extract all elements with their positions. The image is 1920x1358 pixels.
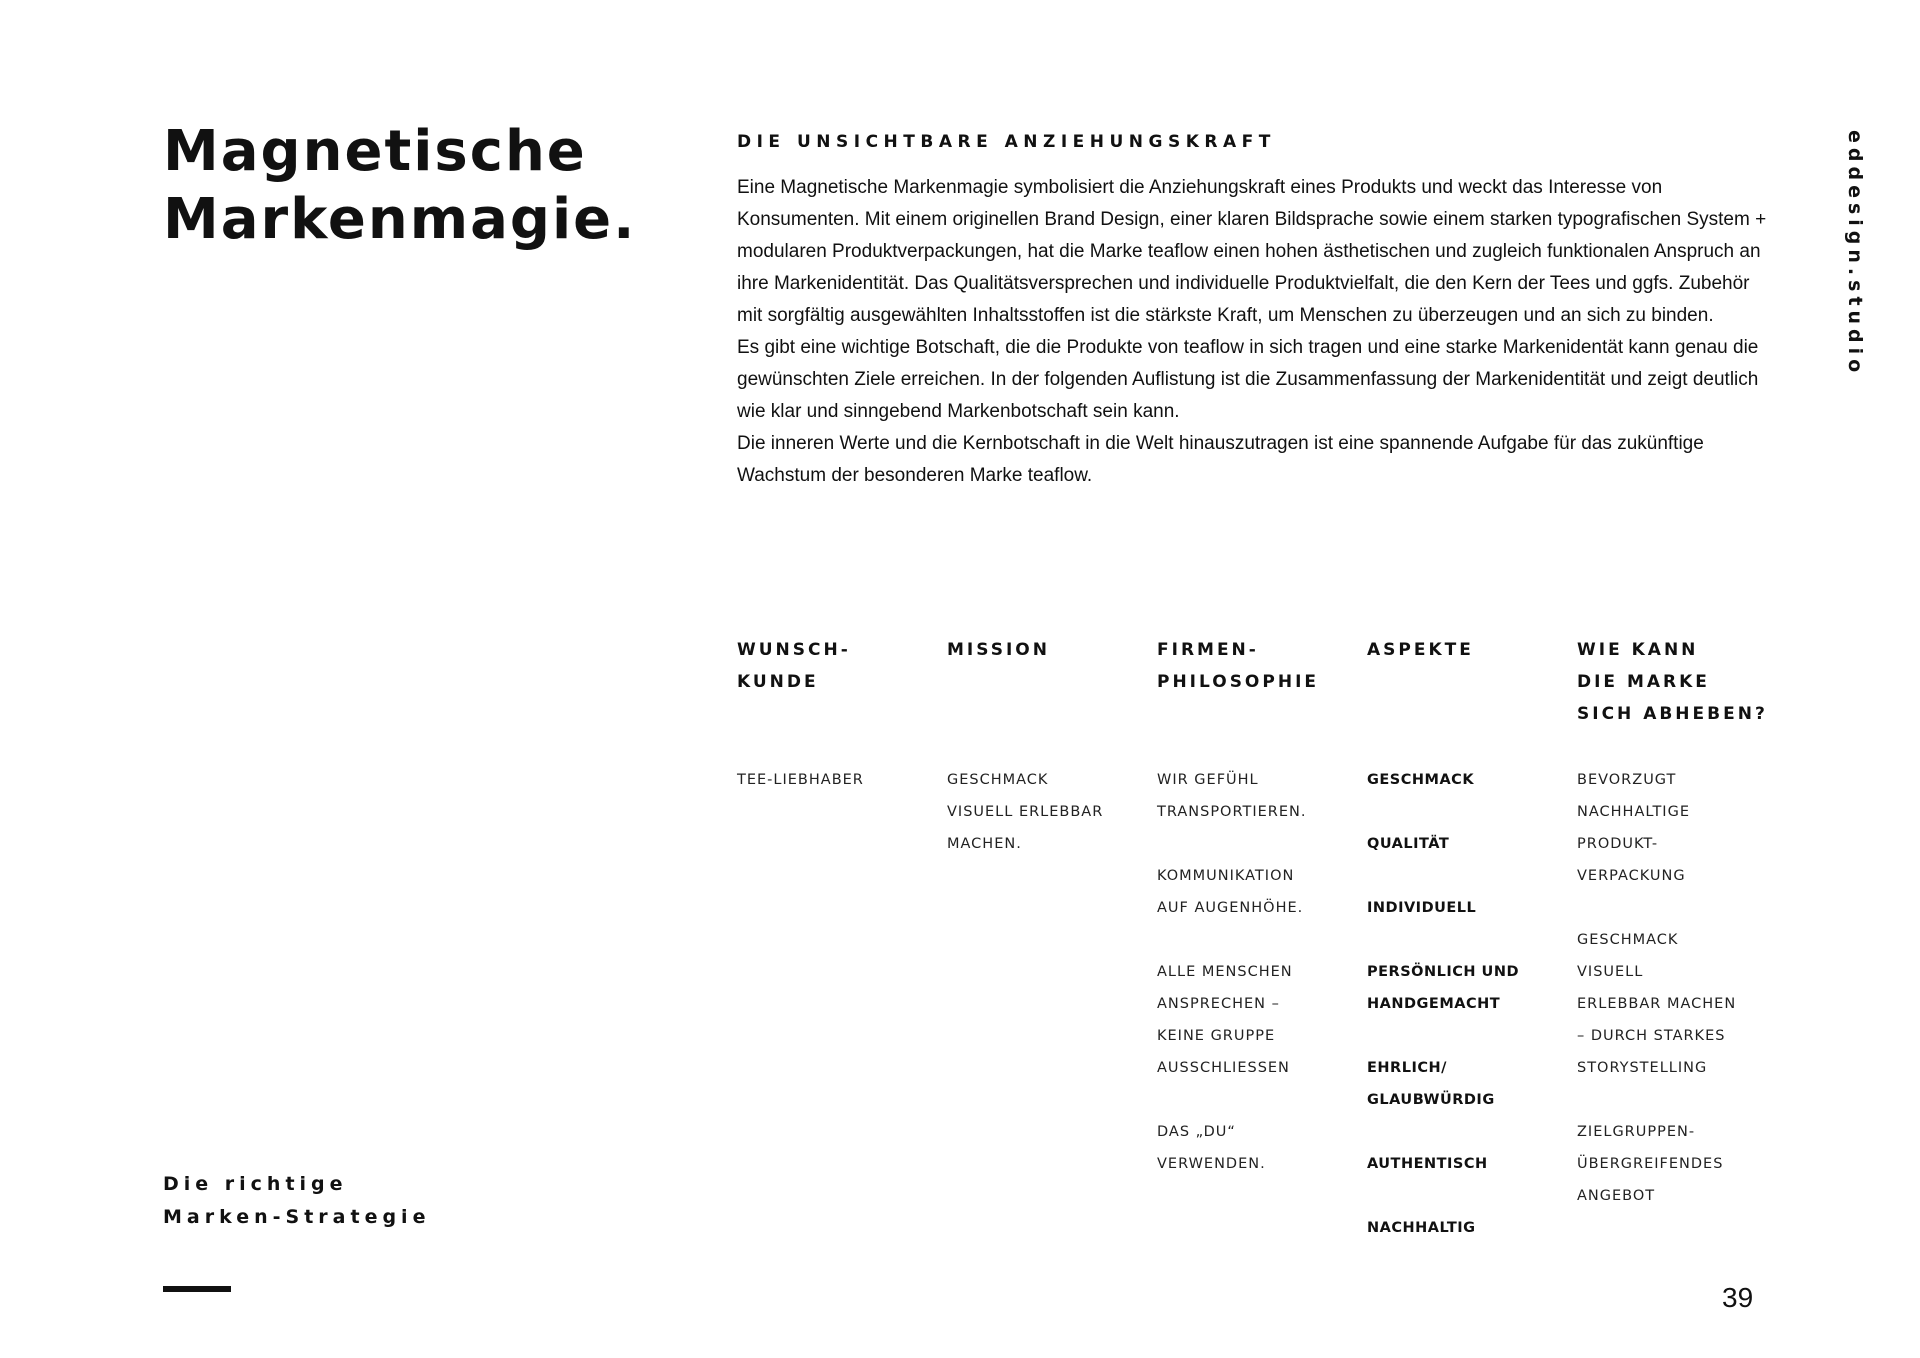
column-item: HANDGEMACHT bbox=[1367, 996, 1501, 1012]
column-item: AUTHENTISCH bbox=[1367, 1156, 1488, 1172]
column-items bbox=[947, 764, 1147, 860]
column-item: BEVORZUGT bbox=[1577, 772, 1677, 788]
column-heading-line: WUNSCH- bbox=[737, 640, 851, 660]
column-item: VISUELL ERLEBBAR bbox=[947, 804, 1104, 820]
column-item: WIR GEFÜHL bbox=[1157, 772, 1259, 788]
column-item bbox=[1367, 860, 1567, 892]
column-item: ANSPRECHEN – bbox=[1157, 996, 1280, 1012]
column-item: TEE-LIEBHABER bbox=[737, 772, 864, 788]
column-item: GLAUBWÜRDIG bbox=[1367, 1092, 1495, 1108]
body-paragraph-3: Die inneren Werte und die Kernbotschaft in die Welt hinauszutragen ist eine spannende Aufgabe für das zukünftige Wachstum der besonderen Marke teaflow. bbox=[737, 433, 1704, 486]
column-item bbox=[1577, 1084, 1777, 1116]
column-item: PERSÖNLICH UND bbox=[1367, 964, 1520, 980]
column-heading-line: SICH ABHEBEN? bbox=[1577, 704, 1768, 724]
page-subtitle bbox=[163, 1168, 430, 1234]
column-item bbox=[1367, 924, 1567, 956]
column-items bbox=[737, 764, 937, 796]
body-paragraph-1: Eine Magnetische Markenmagie symbolisiert die Anziehungskraft eines Produkts und weckt das Interesse von Konsumenten. Mit einem originellen Brand Design, einer klaren Bildsprache sowie einem starken typografischen System + modularen Produktverpackungen, hat die Marke teaflow einen hohen ästhetischen und zugleich funktionalen Anspruch an ihre Markenidentität. Das Qualitätsversprechen und individuelle Produktvielfalt, die den Kern der Tees und ggfs. Zubehör mit sorgfältig ausgewählten Inhaltsstoffen ist die stärkste Kraft, um Menschen zu überzeugen und an sich zu binden. bbox=[737, 177, 1767, 326]
column-item: QUALITÄT bbox=[1367, 836, 1450, 852]
column-item: NACHHALTIGE bbox=[1577, 804, 1690, 820]
column-item: INDIVIDUELL bbox=[1367, 900, 1477, 916]
accent-rule bbox=[163, 1286, 231, 1292]
column-heading-line: KUNDE bbox=[737, 672, 819, 692]
column-item: ANGEBOT bbox=[1577, 1188, 1656, 1204]
column-item: VERPACKUNG bbox=[1577, 868, 1686, 884]
column-item: GESCHMACK bbox=[1367, 772, 1475, 788]
column-item: GESCHMACK bbox=[947, 772, 1049, 788]
column-heading bbox=[1157, 634, 1357, 698]
column-items bbox=[1577, 764, 1777, 1212]
column-item bbox=[1157, 1084, 1357, 1116]
body-paragraph-2: Es gibt eine wichtige Botschaft, die die Produkte von teaflow in sich tragen und eine starke Markenidentät kann genau die gewünschten Ziele erreichen. In der folgenden Auflistung ist die Zusammenfassung der Markenidentität und zeigt deutlich wie klar und sinngebend Markenbotschaft sein kann. bbox=[737, 337, 1759, 422]
subtitle-line-2: Marken-Strategie bbox=[163, 1206, 431, 1228]
column-item: MACHEN. bbox=[947, 836, 1022, 852]
column-item: ERLEBBAR MACHEN bbox=[1577, 996, 1737, 1012]
body-text bbox=[737, 172, 1772, 492]
column-firmenphilosophie bbox=[1157, 634, 1357, 1172]
column-item: GESCHMACK bbox=[1577, 932, 1679, 948]
column-abheben bbox=[1577, 634, 1797, 1204]
title-line-1: Magnetische bbox=[163, 119, 587, 184]
column-heading-line: MISSION bbox=[947, 640, 1050, 660]
title-line-2: Markenmagie. bbox=[163, 187, 637, 252]
column-heading bbox=[1577, 634, 1797, 730]
column-item bbox=[1367, 1116, 1567, 1148]
column-heading bbox=[737, 634, 937, 698]
column-mission bbox=[947, 634, 1147, 852]
column-item: NACHHALTIG bbox=[1367, 1220, 1476, 1236]
column-heading-line: PHILOSOPHIE bbox=[1157, 672, 1320, 692]
column-item: KEINE GRUPPE bbox=[1157, 1028, 1276, 1044]
column-heading-line: WIE KANN bbox=[1577, 640, 1699, 660]
column-item: STORYSTELLING bbox=[1577, 1060, 1708, 1076]
column-item: PRODUKT- bbox=[1577, 836, 1659, 852]
column-item: ÜBERGREIFENDES bbox=[1577, 1156, 1724, 1172]
column-item: VISUELL bbox=[1577, 964, 1644, 980]
column-heading-line: FIRMEN- bbox=[1157, 640, 1259, 660]
column-item: ALLE MENSCHEN bbox=[1157, 964, 1293, 980]
column-items bbox=[1367, 764, 1567, 1244]
brand-vertical-text: eddesign.studio bbox=[1844, 130, 1866, 378]
column-heading-line: DIE MARKE bbox=[1577, 672, 1710, 692]
column-item bbox=[1367, 796, 1567, 828]
column-heading bbox=[947, 634, 1147, 666]
column-item bbox=[1367, 1020, 1567, 1052]
column-items bbox=[1157, 764, 1357, 1180]
section-label: DIE UNSICHTBARE ANZIEHUNGSKRAFT bbox=[737, 132, 1276, 152]
column-item: EHRLICH/ bbox=[1367, 1060, 1447, 1076]
column-item: AUF AUGENHÖHE. bbox=[1157, 900, 1304, 916]
column-heading bbox=[1367, 634, 1567, 666]
column-item bbox=[1577, 892, 1777, 924]
page-title bbox=[163, 118, 636, 254]
column-item: AUSSCHLIESSEN bbox=[1157, 1060, 1290, 1076]
page-number: 39 bbox=[1722, 1282, 1754, 1313]
column-item: KOMMUNIKATION bbox=[1157, 868, 1295, 884]
column-wunschkunde bbox=[737, 634, 937, 788]
column-item bbox=[1157, 924, 1357, 956]
column-item: DAS „DU“ bbox=[1157, 1124, 1236, 1140]
column-item: VERWENDEN. bbox=[1157, 1156, 1266, 1172]
subtitle-line-1: Die richtige bbox=[163, 1173, 348, 1195]
column-item: ZIELGRUPPEN- bbox=[1577, 1124, 1696, 1140]
column-aspekte bbox=[1367, 634, 1567, 1236]
column-item bbox=[1367, 1180, 1567, 1212]
column-heading-line: ASPEKTE bbox=[1367, 640, 1474, 660]
column-item: – DURCH STARKES bbox=[1577, 1028, 1726, 1044]
column-item bbox=[1157, 828, 1357, 860]
column-item: TRANSPORTIEREN. bbox=[1157, 804, 1307, 820]
